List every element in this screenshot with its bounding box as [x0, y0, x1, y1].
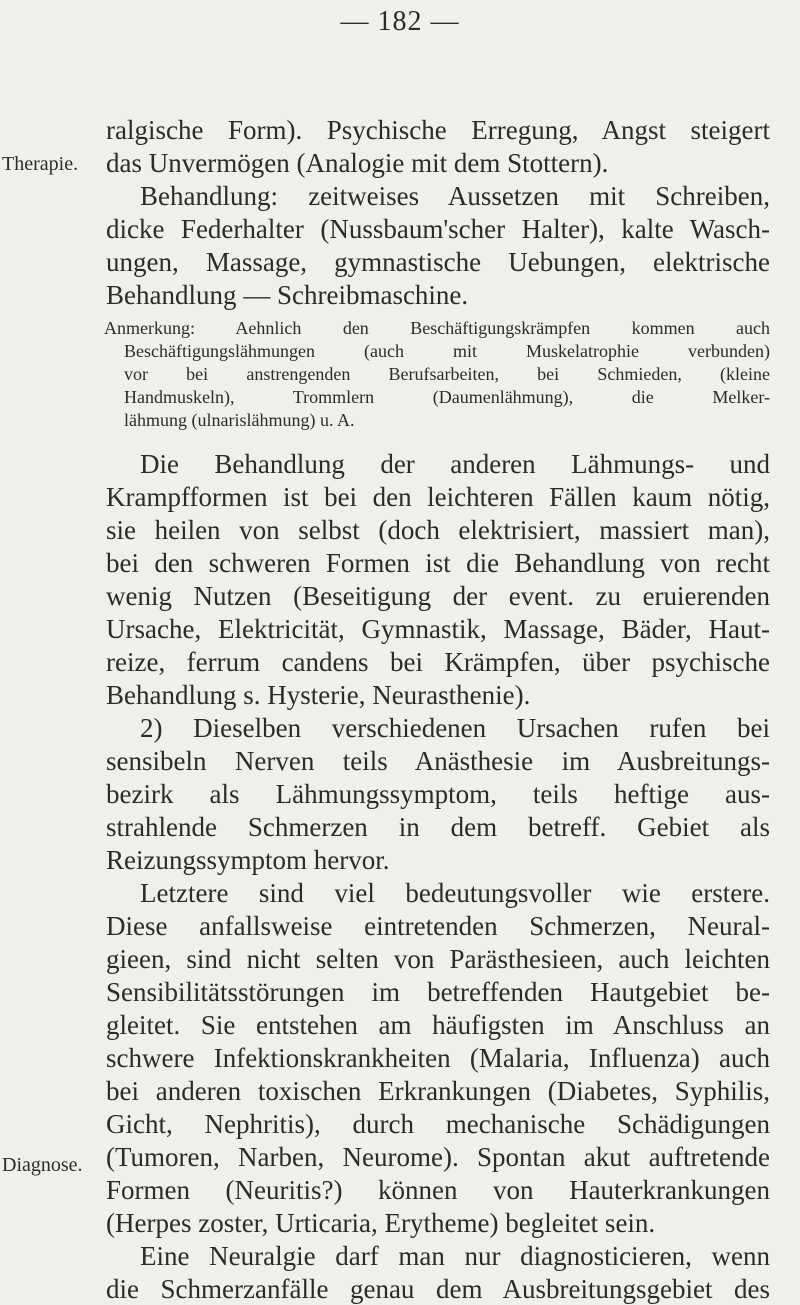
- text-line: dicke Federhalter (Nussbaum'scher Halter), kalte Wasch-: [106, 214, 770, 244]
- text-line: Krampfformen ist bei den leichteren Fällen kaum nötig,: [106, 482, 770, 512]
- margin-note-diagnose: Diagnose.: [2, 1154, 83, 1176]
- text-line: Letztere sind viel bedeutungsvoller wie erstere.: [140, 878, 770, 908]
- text-line: sie heilen von selbst (doch elektrisiert, massiert man),: [106, 515, 770, 545]
- text-line: ralgische Form). Psychische Erregung, Angst steigert: [106, 115, 770, 145]
- text-line: Sensibilitätsstörungen im betreffenden Hautgebiet be-: [106, 977, 770, 1007]
- text-line: wenig Nutzen (Beseitigung der event. zu eruierenden: [106, 581, 770, 611]
- text-line: Die Behandlung der anderen Lähmungs- und: [140, 449, 770, 479]
- text-line: reize, ferrum candens bei Krämpfen, über psychische: [106, 647, 770, 677]
- text-line: Diese anfallsweise eintretenden Schmerzen, Neural-: [106, 911, 770, 941]
- text-line: ungen, Massage, gymnastische Uebungen, elektrische: [106, 247, 770, 277]
- text-line: Formen (Neuritis?) können von Hauterkrankungen: [106, 1175, 770, 1205]
- text-line: Ursache, Elektricität, Gymnastik, Massage, Bäder, Haut-: [106, 614, 770, 644]
- text-line: Behandlung s. Hysterie, Neurasthenie).: [106, 680, 531, 710]
- text-line: bei den schweren Formen ist die Behandlung von recht: [106, 548, 770, 578]
- note-line: vor bei anstrengenden Berufsarbeiten, bei Schmieden, (kleine: [124, 364, 770, 384]
- text-line: (Tumoren, Narben, Neurome). Spontan akut auftretende: [106, 1142, 770, 1172]
- text-line: Behandlung — Schreibmaschine.: [106, 280, 469, 310]
- note-line: Beschäftigungslähmungen (auch mit Muskelatrophie verbunden): [124, 341, 770, 361]
- page-number: — 182 —: [340, 6, 460, 37]
- text-line: (Herpes zoster, Urticaria, Erytheme) begleitet sein.: [106, 1208, 656, 1238]
- text-line: gieen, sind nicht selten von Parästhesieen, auch leichten: [106, 944, 770, 974]
- text-line: sensibeln Nerven teils Anästhesie im Ausbreitungs-: [106, 746, 770, 776]
- text-line: Behandlung: zeitweises Aussetzen mit Schreiben,: [140, 181, 770, 211]
- text-line: Eine Neuralgie darf man nur diagnosticieren, wenn: [140, 1241, 770, 1271]
- text-line: Gicht, Nephritis), durch mechanische Schädigungen: [106, 1109, 770, 1139]
- text-line: bezirk als Lähmungssymptom, teils heftige aus-: [106, 779, 770, 809]
- margin-note-therapie: Therapie.: [2, 153, 79, 175]
- text-line: Reizungssymptom hervor.: [106, 845, 390, 875]
- text-line: strahlende Schmerzen in dem betreff. Gebiet als: [106, 812, 770, 842]
- text-line: schwere Infektionskrankheiten (Malaria, Influenza) auch: [106, 1043, 770, 1073]
- text-line: 2) Dieselben verschiedenen Ursachen rufen bei: [140, 713, 770, 743]
- note-line: Handmuskeln), Trommlern (Daumenlähmung), die Melker-: [124, 387, 770, 407]
- note-line: Anmerkung: Aehnlich den Beschäftigungskrämpfen kommen auch: [104, 318, 770, 338]
- text-line: die Schmerzanfälle genau dem Ausbreitungsgebiet des: [106, 1274, 770, 1304]
- note-line: lähmung (ulnarislähmung) u. A.: [124, 410, 355, 430]
- text-line: bei anderen toxischen Erkrankungen (Diabetes, Syphilis,: [106, 1076, 770, 1106]
- text-line: gleitet. Sie entstehen am häufigsten im Anschluss an: [106, 1010, 770, 1040]
- text-line: das Unvermögen (Analogie mit dem Stottern).: [106, 148, 609, 178]
